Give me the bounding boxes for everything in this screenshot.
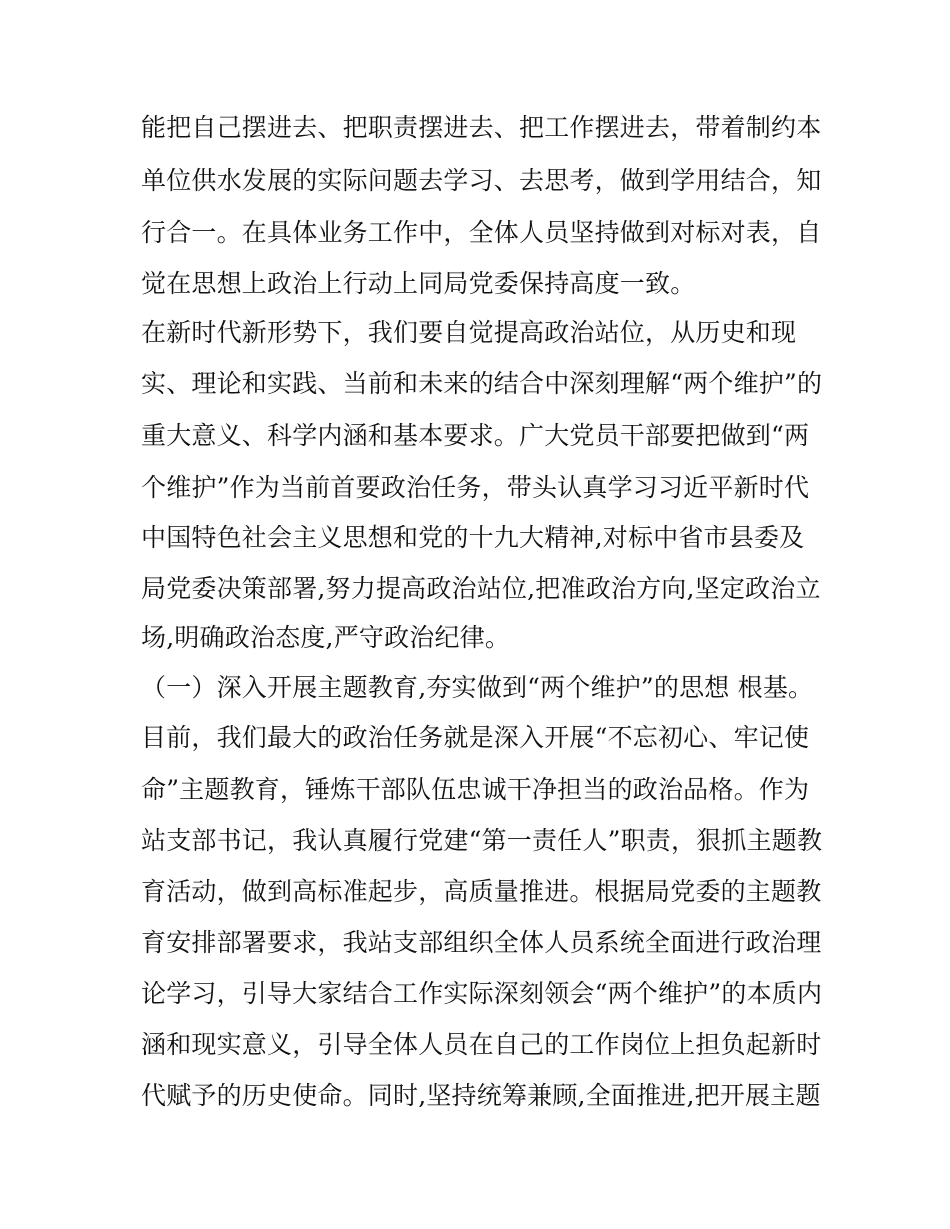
text-line-17: 育安排部署要求，我站支部组织全体人员系统全面进行政治理 bbox=[141, 928, 822, 957]
text-line-18: 论学习，引导大家结合工作实际深刻领会“两个维护”的本质内 bbox=[141, 979, 823, 1008]
text-line-20: 代赋予的历史使命。同时,坚持统筹兼顾,全面推进,把开展主题 bbox=[141, 1081, 821, 1110]
text-line-15: 站支部书记，我认真履行党建“第一责任人”职责，狠抓主题教 bbox=[141, 826, 823, 855]
text-line-5: 在新时代新形势下，我们要自觉提高政治站位，从历史和现 bbox=[141, 318, 797, 347]
section-heading: （一）深入开展主题教育,夯实做到“两个维护”的思想 根基。 bbox=[141, 673, 814, 702]
text-line-6: 实、理论和实践、当前和未来的结合中深刻理解“两个维护”的 bbox=[141, 369, 823, 398]
text-line-13: 目前，我们最大的政治任务就是深入开展“不忘初心、牢记使 bbox=[141, 723, 810, 752]
text-line-10: 局党委决策部署,努力提高政治站位,把准政治方向,坚定政治立 bbox=[141, 574, 821, 603]
text-line-1: 能把自己摆进去、把职责摆进去、把工作摆进去，带着制约本 bbox=[141, 113, 822, 142]
text-line-9: 中国特色社会主义思想和党的十九大精神,对标中省市县委及 bbox=[141, 523, 805, 552]
text-line-3: 行合一。在具体业务工作中，全体人员坚持做到对标对表，自 bbox=[141, 218, 822, 247]
text-line-4: 觉在思想上政治上行动上同局党委保持高度一致。 bbox=[141, 269, 696, 298]
text-line-14: 命”主题教育，锤炼干部队伍忠诚干净担当的政治品格。作为 bbox=[141, 775, 810, 804]
text-line-16: 育活动，做到高标准起步，高质量推进。根据局党委的主题教 bbox=[141, 877, 822, 906]
text-line-8: 个维护”作为当前首要政治任务，带头认真学习习近平新时代 bbox=[141, 473, 810, 502]
text-line-19: 涵和现实意义，引导全体人员在自己的工作岗位上担负起新时 bbox=[141, 1030, 822, 1059]
text-line-11: 场,明确政治态度,严守政治纪律。 bbox=[141, 623, 511, 652]
text-line-7: 重大意义、科学内涵和基本要求。广大党员干部要把做到“两 bbox=[141, 421, 810, 450]
text-line-2: 单位供水发展的实际问题去学习、去思考，做到学用结合，知 bbox=[141, 166, 822, 195]
